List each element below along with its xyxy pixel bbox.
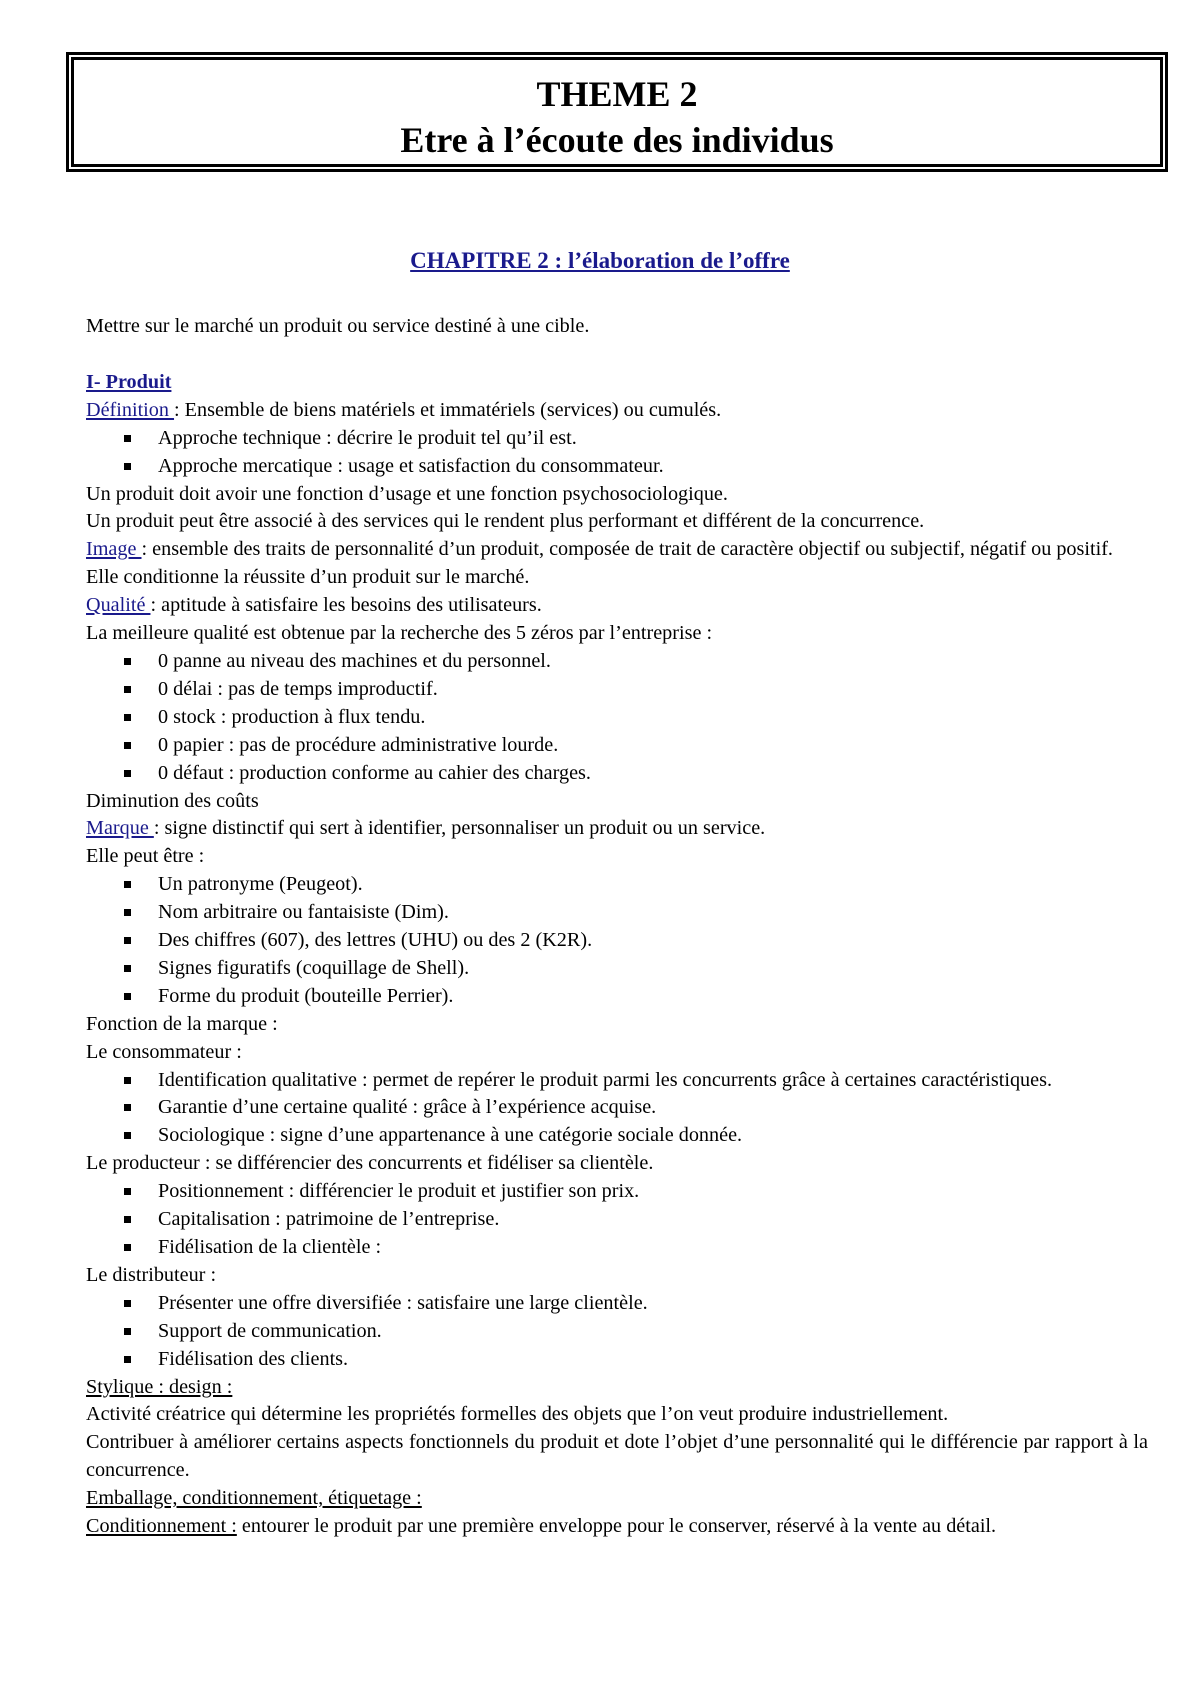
list-item: Approche mercatique : usage et satisfaction du consommateur. [158,453,1148,481]
list-item: Nom arbitraire ou fantaisiste (Dim). [158,899,1148,927]
brand-paragraph [86,815,1148,843]
zeros-list [86,648,1148,788]
list-item: Signes figuratifs (coquillage de Shell). [158,955,1148,983]
bullet-icon [124,463,131,470]
theme-title-box [66,52,1168,172]
list-item: Garantie d’une certaine qualité : grâce à l’expérience acquise. [158,1094,1148,1122]
list-item: Des chiffres (607), des lettres (UHU) ou des 2 (K2R). [158,927,1148,955]
definition-paragraph [86,397,1148,425]
list-item: Un patronyme (Peugeot). [158,871,1148,899]
bullet-icon [124,1216,131,1223]
conditioning-label: Conditionnement : [86,1515,237,1538]
packaging-heading: Emballage, conditionnement, étiquetage : [86,1487,422,1510]
distributor-list [86,1290,1148,1374]
image-condition-paragraph: Elle conditionne la réussite d’un produit sur le marché. [86,566,530,589]
theme-subtitle: Etre à l’écoute des individus [400,120,834,160]
list-item: 0 panne au niveau des machines et du personnel. [158,648,1148,676]
cost-reduction: Diminution des coûts [86,789,259,812]
image-text: : ensemble des traits de personnalité d’un produit, composée de trait de caractère objectif ou subjectif, négatif ou positif. [141,538,1113,561]
bullet-icon [124,1077,131,1084]
stylique-paragraph-2: Contribuer à améliorer certains aspects fonctionnels du produit et dote l’objet d’une personnalité qui le différencie par rapport à la concurrence. [86,1431,1148,1482]
quality-text: : aptitude à satisfaire les besoins des utilisateurs. [150,594,542,617]
list-item: Capitalisation : patrimoine de l’entreprise. [158,1206,1148,1234]
quality-paragraph [86,592,1148,620]
conditioning-paragraph [86,1513,1148,1541]
bullet-icon [124,1300,131,1307]
list-item: Forme du produit (bouteille Perrier). [158,983,1148,1011]
stylique-paragraph-1: Activité créatrice qui détermine les propriétés formelles des objets que l’on veut produire industriellement. [86,1403,949,1426]
consumer-list [86,1067,1148,1151]
function-paragraph: Un produit doit avoir une fonction d’usage et une fonction psychosociologique. [86,482,728,505]
bullet-icon [124,435,131,442]
image-paragraph [86,536,1148,564]
bullet-icon [124,686,131,693]
bullet-icon [124,742,131,749]
bullet-icon [124,1328,131,1335]
bullet-icon [124,770,131,777]
producer-paragraph: Le producteur : se différencier des concurrents et fidéliser sa clientèle. [86,1152,654,1175]
brand-label: Marque [86,817,154,840]
list-item: 0 délai : pas de temps improductif. [158,676,1148,704]
intro-paragraph: Mettre sur le marché un produit ou service destiné à une cible. [86,315,590,337]
consumer-label: Le consommateur : [86,1040,242,1063]
document-body [86,313,1148,1541]
bullet-icon [124,993,131,1000]
brand-text: : signe distinctif qui sert à identifier, personnaliser un produit ou un service. [153,817,766,840]
bullet-icon [124,1132,131,1139]
list-item: Support de communication. [158,1318,1148,1346]
bullet-icon [124,881,131,888]
bullet-icon [124,909,131,916]
bullet-icon [124,714,131,721]
list-item: 0 défaut : production conforme au cahier des charges. [158,760,1148,788]
list-item: 0 stock : production à flux tendu. [158,704,1148,732]
bullet-icon [124,1188,131,1195]
services-paragraph: Un produit peut être associé à des services qui le rendent plus performant et différent de la concurrence. [86,510,925,533]
distributor-label: Le distributeur : [86,1263,217,1286]
producer-list [86,1178,1148,1262]
list-item: Positionnement : différencier le produit et justifier son prix. [158,1178,1148,1206]
list-item: Fidélisation de la clientèle : [158,1234,1148,1262]
bullet-icon [124,965,131,972]
list-item: Présenter une offre diversifiée : satisfaire une large clientèle. [158,1290,1148,1318]
definition-text: : Ensemble de biens matériels et immatériels (services) ou cumulés. [174,398,722,421]
list-item: Identification qualitative : permet de repérer le produit parmi les concurrents grâce à certaines caractéristiques. [158,1067,1148,1095]
list-item: Sociologique : signe d’une appartenance à une catégorie sociale donnée. [158,1122,1148,1150]
list-item: Fidélisation des clients. [158,1346,1148,1374]
theme-number: THEME 2 [536,74,698,114]
section-title: I- Produit [86,370,172,393]
bullet-icon [124,658,131,665]
bullet-icon [124,1104,131,1111]
definition-label: Définition [86,398,175,421]
bullet-icon [124,937,131,944]
conditioning-text: entourer le produit par une première enveloppe pour le conserver, réservé à la vente au détail. [236,1515,997,1538]
bullet-icon [124,1356,131,1363]
image-label: Image [86,538,142,561]
quality-zeros-intro: La meilleure qualité est obtenue par la recherche des 5 zéros par l’entreprise : [86,622,713,645]
brand-function: Fonction de la marque : [86,1012,278,1035]
bullet-icon [124,1244,131,1251]
approaches-list [86,425,1148,481]
brand-types-list [86,871,1148,1011]
list-item: 0 papier : pas de procédure administrative lourde. [158,732,1148,760]
chapter-title: CHAPITRE 2 : l’élaboration de l’offre [410,248,790,273]
stylique-heading: Stylique : design : [86,1375,233,1398]
list-item: Approche technique : décrire le produit tel qu’il est. [158,425,1148,453]
brand-can-be: Elle peut être : [86,845,205,868]
quality-label: Qualité [86,594,151,617]
